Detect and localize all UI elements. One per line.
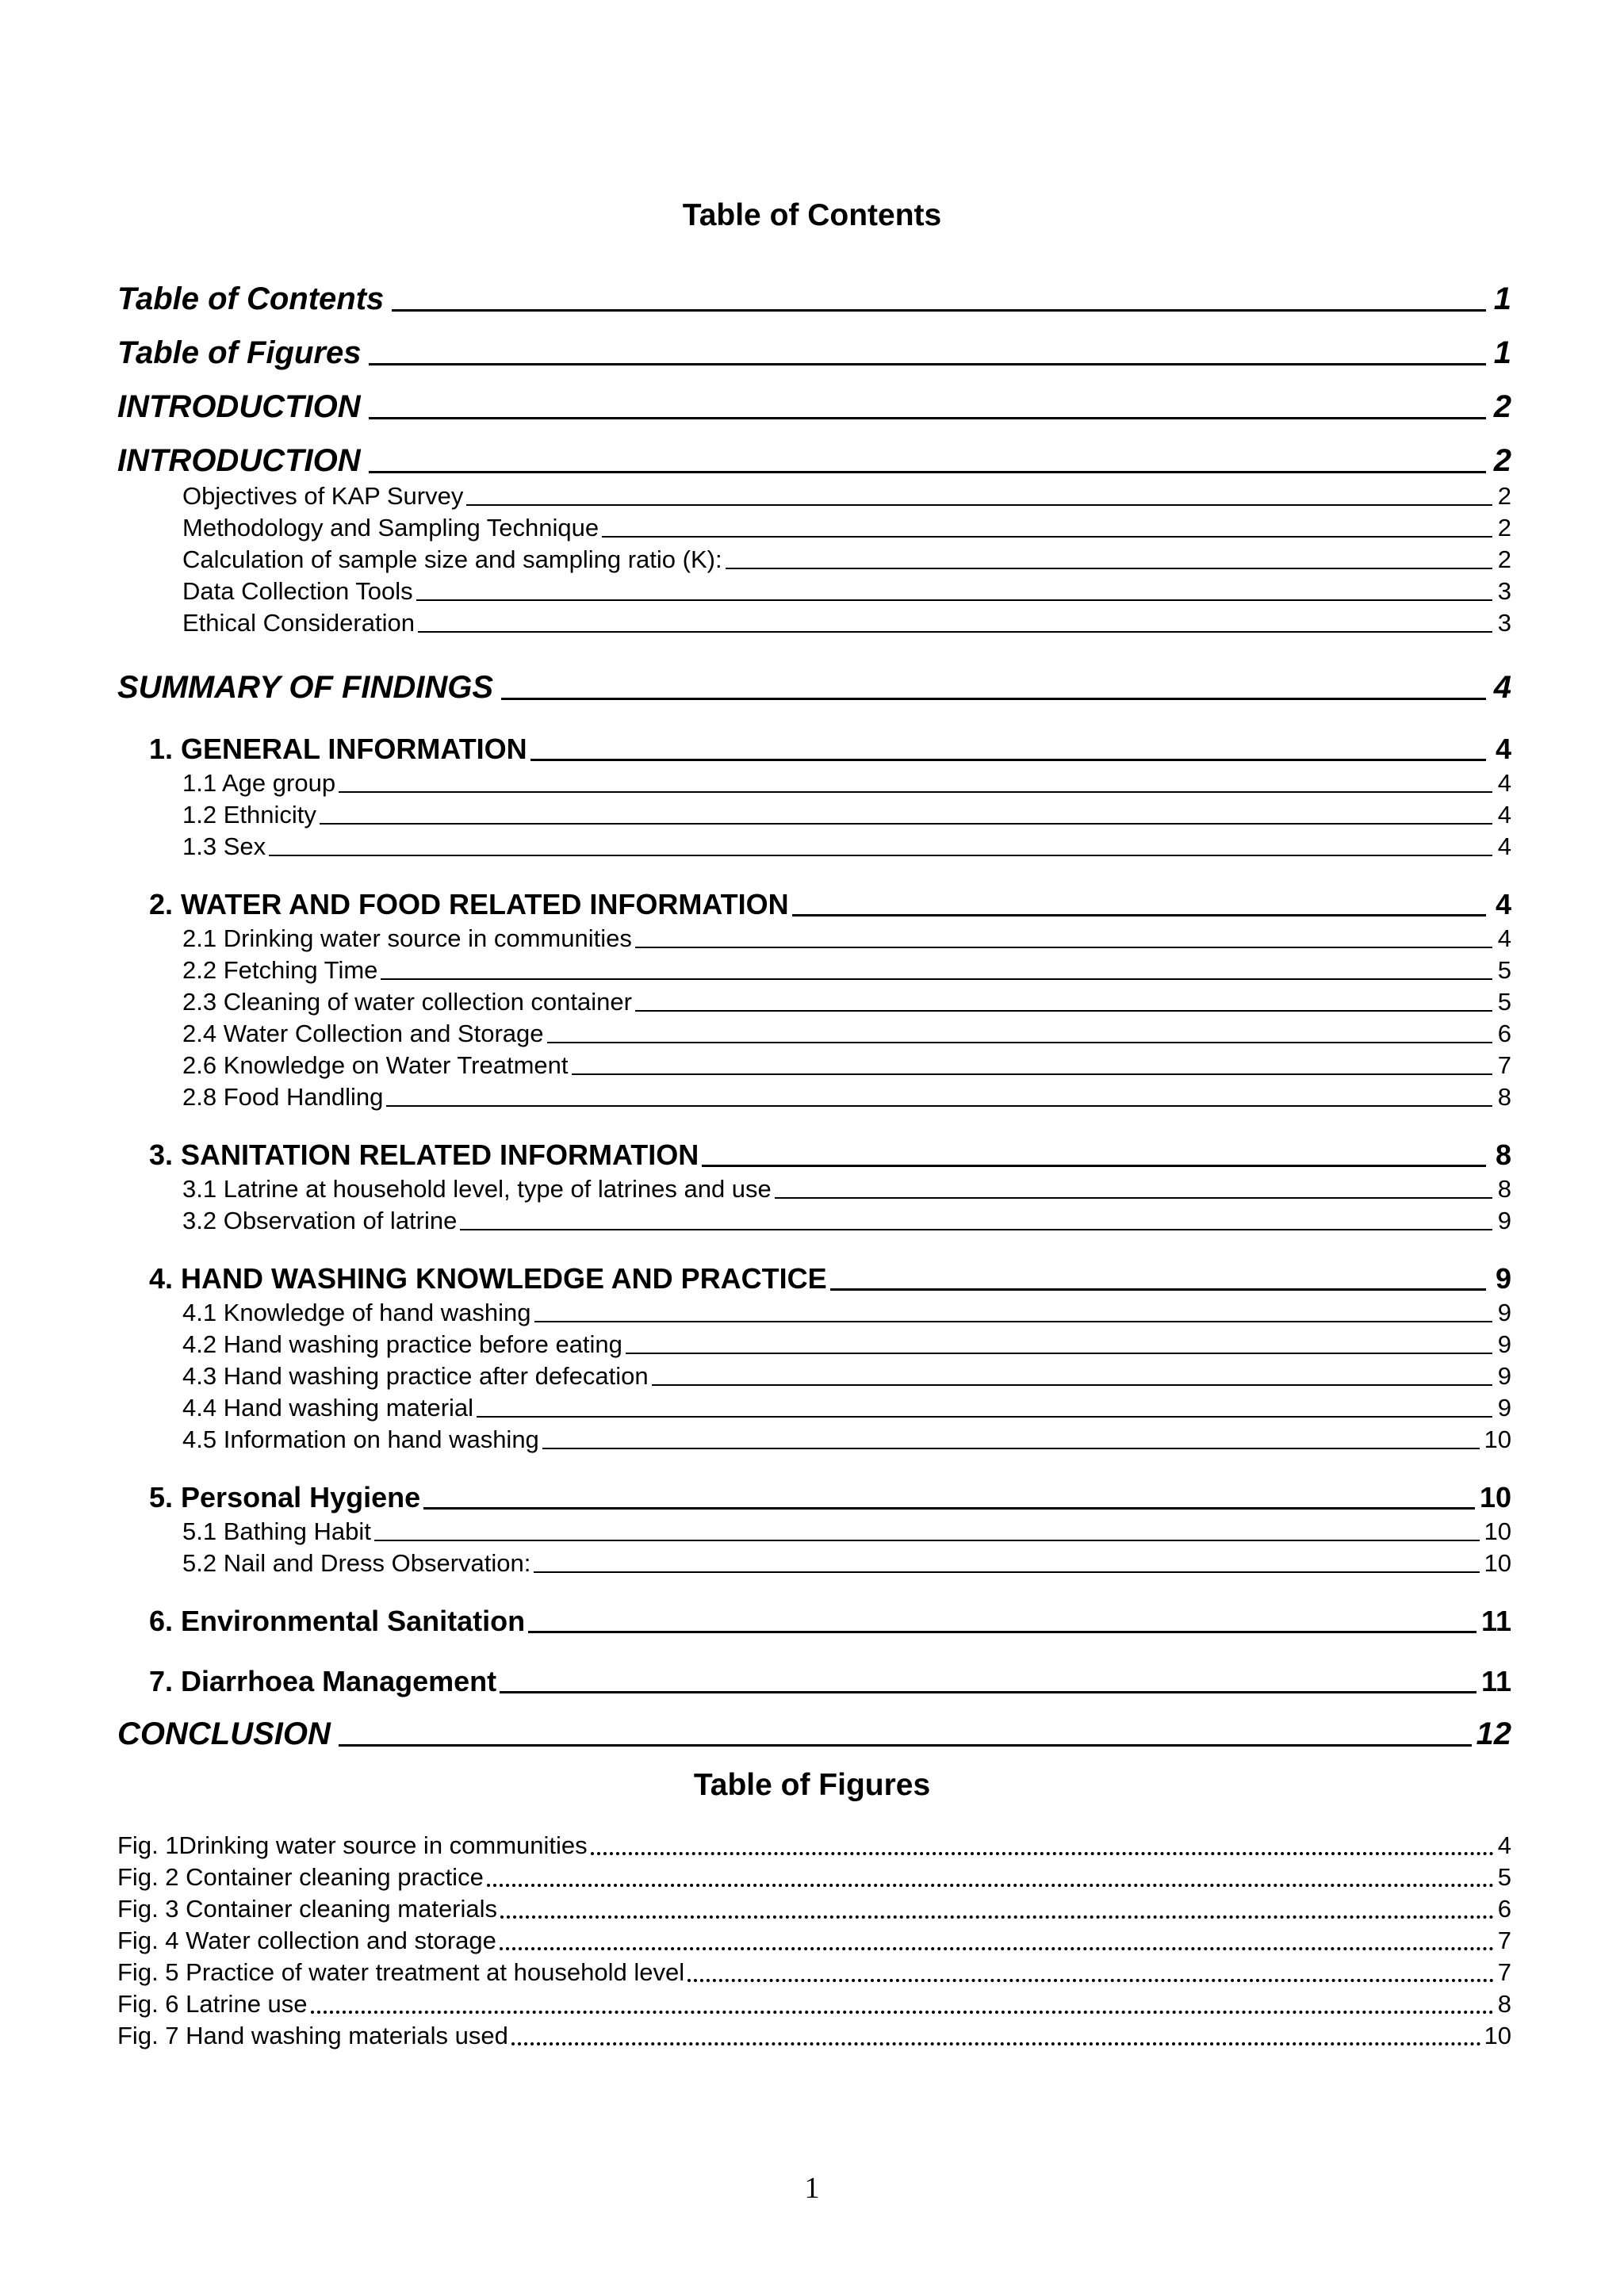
toc-entry-page: 5 [1497, 988, 1511, 1016]
toc-entry-label: Calculation of sample size and sampling ratio (K): [182, 545, 722, 573]
toc-entry-page: 2 [1493, 443, 1511, 478]
toc-entry-label: 2.4 Water Collection and Storage [182, 1020, 544, 1047]
toc-entry-label: 3.1 Latrine at household level, type of latrines and use [182, 1175, 772, 1203]
toc-entry-page: 4 [1495, 733, 1511, 765]
toc-entry-label: INTRODUCTION [117, 389, 361, 424]
toc-entry-label: 4.4 Hand washing material [182, 1394, 474, 1422]
toc-entry-label: 2. WATER AND FOOD RELATED INFORMATION [149, 888, 789, 920]
toc-entry-label: 5.1 Bathing Habit [182, 1517, 371, 1545]
toc-leader-line [460, 1229, 1492, 1230]
toc-entry-page: 6 [1497, 1020, 1511, 1047]
toc-entry-label: SUMMARY OF FINDINGS [117, 670, 494, 705]
toc-entry-label: 2.6 Knowledge on Water Treatment [182, 1051, 569, 1079]
toc-entry-label: 1.3 Sex [182, 832, 266, 860]
figures-title: Table of Figures [693, 1768, 931, 1802]
toc-entry-page: 10 [1484, 1425, 1511, 1453]
toc-entry-label: 1. GENERAL INFORMATION [149, 733, 527, 765]
toc-entry[interactable] [117, 1172, 1511, 1203]
figure-entry-page: 6 [1497, 1895, 1511, 1923]
toc-leader-line [547, 1042, 1493, 1043]
figure-entry-label: Fig. 6 Latrine use [117, 1990, 308, 2018]
toc-entry-label: Ethical Consideration [182, 609, 415, 637]
toc-entry-page: 7 [1497, 1051, 1511, 1079]
toc-entry-page: 9 [1497, 1207, 1511, 1234]
toc-leader-line [792, 914, 1486, 916]
toc-entry-page: 11 [1480, 1665, 1511, 1697]
toc-entry-page: 9 [1497, 1362, 1511, 1390]
toc-entry[interactable] [117, 574, 1511, 606]
toc-entry-page: 3 [1497, 577, 1511, 605]
figure-entry-page: 4 [1497, 1831, 1511, 1859]
toc-leader-line [501, 698, 1486, 700]
toc-entry-page: 4 [1493, 670, 1511, 705]
toc-entry-page: 8 [1495, 1138, 1511, 1171]
toc-entry[interactable] [117, 511, 1511, 542]
figure-entry[interactable] [117, 2019, 1511, 2050]
toc-entry-page: 9 [1497, 1299, 1511, 1326]
toc-entry-page: 8 [1497, 1083, 1511, 1111]
toc-entry-page: 2 [1497, 514, 1511, 541]
toc-leader-line [602, 536, 1492, 538]
toc-entry-page: 10 [1479, 1481, 1511, 1513]
toc-entry[interactable] [117, 715, 1511, 766]
toc-leader-line [534, 1571, 1479, 1573]
toc-entry-page: 1 [1493, 335, 1511, 370]
toc-entry[interactable] [117, 1464, 1511, 1514]
figure-entry[interactable] [117, 1955, 1511, 1987]
figure-dot-leader [311, 2011, 1494, 2014]
toc-entry-label: Methodology and Sampling Technique [182, 514, 599, 541]
toc-entry-page: 2 [1497, 482, 1511, 510]
toc-leader-line [534, 1321, 1493, 1322]
toc-entry-page: 4 [1497, 924, 1511, 952]
toc-entry[interactable] [117, 1327, 1511, 1359]
table-of-contents [117, 263, 1511, 1752]
toc-leader-line [320, 823, 1492, 825]
figure-entry[interactable] [117, 1987, 1511, 2019]
toc-leader-line [269, 855, 1492, 856]
toc-entry[interactable] [117, 1080, 1511, 1112]
toc-entry[interactable] [117, 479, 1511, 511]
toc-entry[interactable] [117, 425, 1511, 479]
toc-entry[interactable] [117, 1245, 1511, 1295]
toc-entry-page: 8 [1497, 1175, 1511, 1203]
toc-entry-page: 11 [1480, 1605, 1511, 1637]
toc-leader-line [635, 947, 1492, 948]
toc-entry[interactable] [117, 1422, 1511, 1454]
toc-entry-label: 4. HAND WASHING KNOWLEDGE AND PRACTICE [149, 1262, 827, 1295]
toc-entry-label: 4.5 Information on hand washing [182, 1425, 539, 1453]
toc-entry-label: 6. Environmental Sanitation [149, 1605, 526, 1637]
toc-entry[interactable] [117, 871, 1511, 921]
toc-entry[interactable] [117, 829, 1511, 861]
figure-dot-leader [688, 1979, 1494, 1982]
toc-leader-line [528, 1631, 1477, 1633]
toc-entry-label: 2.8 Food Handling [182, 1083, 384, 1111]
page-number: 1 [804, 2172, 820, 2205]
figure-entry[interactable] [117, 1923, 1511, 1955]
toc-entry[interactable] [117, 1647, 1511, 1698]
toc-entry-label: Table of Contents [117, 281, 385, 316]
figure-entry-label: Fig. 7 Hand washing materials used [117, 2022, 508, 2049]
toc-entry-page: 1 [1493, 281, 1511, 316]
toc-entry-label: 5.2 Nail and Dress Observation: [182, 1549, 531, 1577]
toc-entry-page: 12 [1476, 1716, 1511, 1751]
toc-leader-line [775, 1197, 1492, 1199]
toc-leader-line [626, 1353, 1492, 1354]
toc-entry-label: 1.1 Age group [182, 769, 336, 797]
table-of-figures [117, 1828, 1511, 2050]
toc-entry[interactable] [117, 1203, 1511, 1235]
toc-entry[interactable] [117, 1359, 1511, 1391]
toc-entry[interactable] [117, 1514, 1511, 1546]
toc-entry-page: 5 [1497, 956, 1511, 984]
toc-entry-page: 3 [1497, 609, 1511, 637]
toc-entry-label: 7. Diarrhoea Management [149, 1665, 497, 1697]
toc-leader-line [369, 363, 1486, 365]
toc-leader-line [339, 791, 1492, 793]
toc-entry[interactable] [117, 1587, 1511, 1638]
figure-entry-label: Fig. 2 Container cleaning practice [117, 1863, 484, 1891]
toc-entry-label: 4.2 Hand washing practice before eating [182, 1330, 622, 1358]
toc-leader-line [416, 599, 1492, 601]
toc-leader-line [418, 631, 1492, 633]
toc-leader-line [500, 1691, 1477, 1693]
toc-entry[interactable] [117, 652, 1511, 706]
toc-entry-label: Table of Figures [117, 335, 362, 370]
figure-dot-leader [591, 1852, 1494, 1855]
toc-entry-label: CONCLUSION [117, 1716, 331, 1751]
figure-entry-label: Fig. 1Drinking water source in communities [117, 1831, 588, 1859]
toc-leader-line [369, 417, 1486, 419]
toc-leader-line [477, 1416, 1492, 1418]
toc-entry[interactable] [117, 766, 1511, 798]
toc-entry-page: 4 [1497, 801, 1511, 828]
toc-entry-page: 9 [1495, 1262, 1511, 1295]
toc-leader-line [386, 1105, 1492, 1107]
figure-entry-page: 7 [1497, 1958, 1511, 1986]
toc-entry-page: 10 [1484, 1549, 1511, 1577]
toc-entry[interactable] [117, 1048, 1511, 1080]
toc-entry-page: 2 [1493, 389, 1511, 424]
toc-entry-label: 4.3 Hand washing practice after defecation [182, 1362, 649, 1390]
figure-entry-page: 8 [1497, 1990, 1511, 2018]
toc-leader-line [339, 1744, 1472, 1747]
toc-entry[interactable] [117, 1295, 1511, 1327]
figure-entry[interactable] [117, 1828, 1511, 1860]
toc-leader-line [726, 568, 1492, 569]
toc-leader-line [374, 1540, 1480, 1541]
toc-entry[interactable] [117, 1546, 1511, 1578]
toc-entry-label: Objectives of KAP Survey [182, 482, 464, 510]
toc-entry-label: 3. SANITATION RELATED INFORMATION [149, 1138, 699, 1171]
toc-leader-line [530, 759, 1486, 761]
toc-leader-line [702, 1165, 1486, 1167]
toc-leader-line [635, 1010, 1492, 1012]
toc-entry[interactable] [117, 606, 1511, 637]
figure-entry[interactable] [117, 1860, 1511, 1892]
toc-leader-line [542, 1448, 1480, 1449]
figure-entry-label: Fig. 5 Practice of water treatment at household level [117, 1958, 685, 1986]
toc-entry[interactable] [117, 798, 1511, 829]
toc-leader-line [572, 1073, 1492, 1075]
toc-entry-page: 2 [1497, 545, 1511, 573]
toc-leader-line [369, 471, 1486, 473]
toc-leader-line [466, 504, 1492, 506]
toc-entry[interactable] [117, 542, 1511, 574]
toc-entry[interactable] [117, 1698, 1511, 1752]
toc-entry-page: 4 [1497, 769, 1511, 797]
figure-dot-leader [511, 2042, 1481, 2045]
toc-leader-line [381, 978, 1492, 980]
toc-entry-label: 2.2 Fetching Time [182, 956, 378, 984]
figure-dot-leader [500, 1915, 1494, 1919]
figure-entry[interactable] [117, 1892, 1511, 1923]
toc-entry[interactable] [117, 1121, 1511, 1172]
figure-entry-label: Fig. 4 Water collection and storage [117, 1927, 496, 1954]
toc-leader-line [392, 309, 1486, 312]
figure-dot-leader [500, 1947, 1494, 1950]
toc-entry[interactable] [117, 985, 1511, 1016]
toc-entry-label: 2.3 Cleaning of water collection container [182, 988, 632, 1016]
figure-entry-label: Fig. 3 Container cleaning materials [117, 1895, 498, 1923]
toc-entry[interactable] [117, 921, 1511, 953]
toc-entry-page: 9 [1497, 1330, 1511, 1358]
figure-dot-leader [487, 1884, 1494, 1887]
toc-entry[interactable] [117, 263, 1511, 317]
toc-entry-page: 4 [1497, 832, 1511, 860]
figure-entry-page: 10 [1484, 2022, 1511, 2049]
toc-leader-line [830, 1288, 1486, 1291]
page-title: Table of Contents [682, 198, 942, 232]
toc-entry-label: 2.1 Drinking water source in communities [182, 924, 632, 952]
toc-entry-page: 10 [1484, 1517, 1511, 1545]
toc-entry[interactable] [117, 317, 1511, 371]
toc-entry[interactable] [117, 953, 1511, 985]
toc-entry[interactable] [117, 1016, 1511, 1048]
toc-entry-label: Data Collection Tools [182, 577, 413, 605]
toc-entry-page: 4 [1495, 888, 1511, 920]
toc-entry-label: 4.1 Knowledge of hand washing [182, 1299, 531, 1326]
toc-entry-label: 5. Personal Hygiene [149, 1481, 421, 1513]
toc-leader-line [423, 1507, 1475, 1510]
toc-entry-label: 1.2 Ethnicity [182, 801, 316, 828]
figure-entry-page: 5 [1497, 1863, 1511, 1891]
toc-entry[interactable] [117, 1391, 1511, 1422]
toc-entry-label: 3.2 Observation of latrine [182, 1207, 458, 1234]
toc-entry[interactable] [117, 371, 1511, 425]
toc-entry-page: 9 [1497, 1394, 1511, 1422]
figure-entry-page: 7 [1497, 1927, 1511, 1954]
toc-entry-label: INTRODUCTION [117, 443, 361, 478]
toc-leader-line [652, 1384, 1492, 1386]
